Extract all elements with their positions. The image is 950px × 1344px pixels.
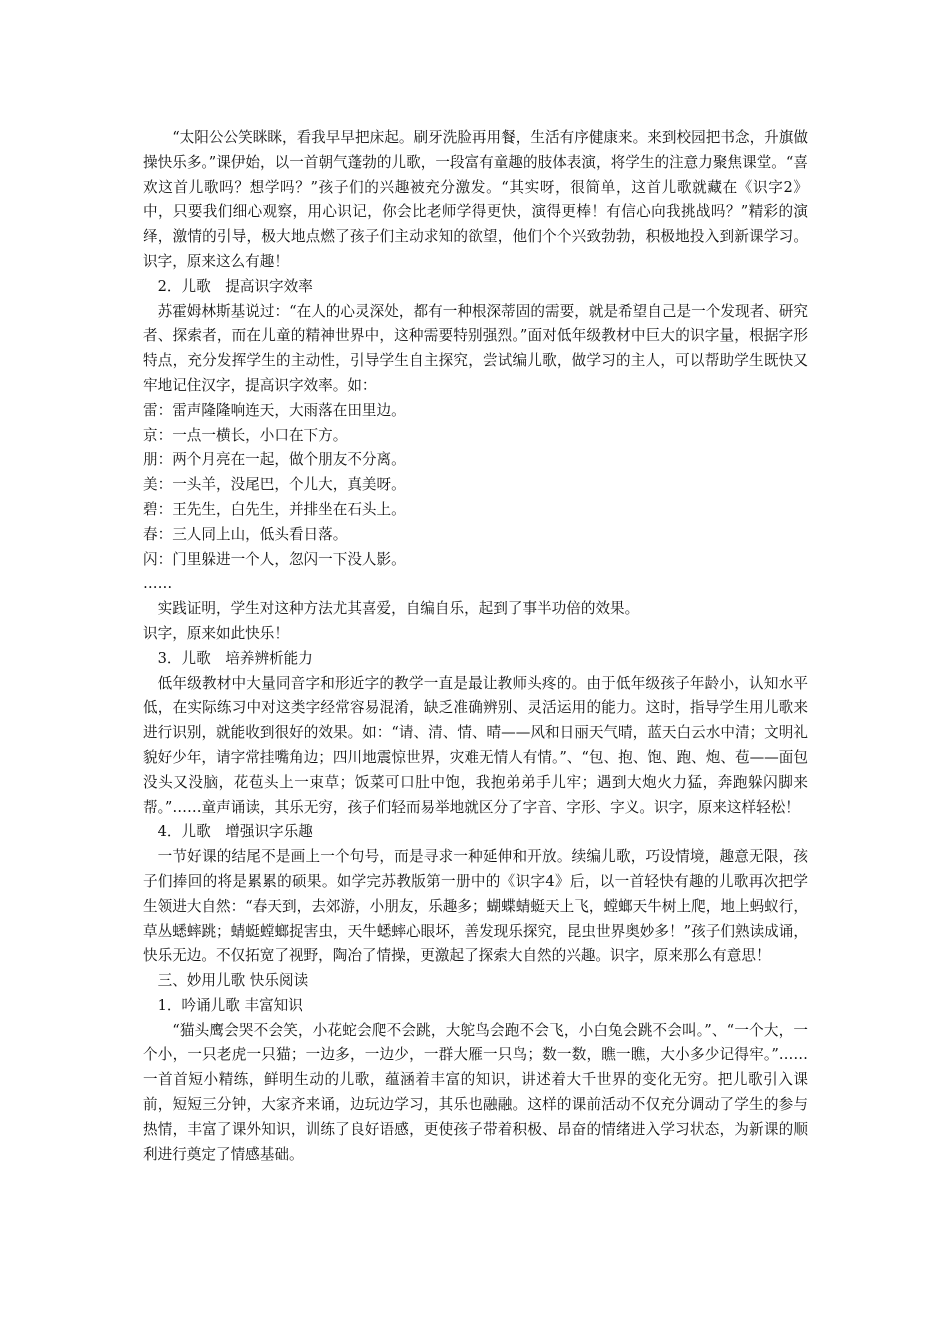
- section-heading-reading: 三、妙用儿歌 快乐阅读: [157, 972, 309, 990]
- paragraph-practice-proof: 实践证明，学生对这种方法尤其喜爱，自编自乐，起到了事半功倍的效果。: [157, 600, 640, 618]
- rhyme-line-chun: 春：三人同上山，低头看日落。: [143, 525, 348, 543]
- section-heading-3: 3．儿歌 培养辨析能力: [157, 649, 313, 667]
- document-body: [143, 126, 808, 1167]
- rhyme-line-shan: 闪：门里躲进一个人，忽闪一下没人影。: [143, 550, 406, 568]
- paragraph-lesson-ending: 一节好课的结尾不是画上一个句号，而是寻求一种延伸和开放。续编儿歌，巧设情境，趣意无限，孩子们捧回的将是累累的硕果。如学完苏教版第一册中的《识字4》后，以一首轻快有趣的儿歌再次把学生领进大自然：“春天到，去郊游，小朋友，乐趣多；蝴蝶蜻蜓天上飞，螳螂天牛树上爬，地上蚂蚁行，草丛蟋蟀跳；蜻蜓螳螂捉害虫，天牛蟋蟀心眼坏，善发现乐探究，昆虫世界奥妙多！”孩子们熟读成诵，快乐无边。不仅拓宽了视野，陶冶了情操，更激起了探索大自然的兴趣。识字，原来那么有意思！: [143, 848, 808, 965]
- subsection-heading-1: 1．吟诵儿歌 丰富知识: [157, 996, 303, 1014]
- section-heading-2: 2．儿歌 提高识字效率: [157, 277, 313, 295]
- paragraph-knowledge: “猫头鹰会哭不会笑，小花蛇会爬不会跳，大鸵鸟会跑不会飞，小白兔会跳不会叫。”、“一个大，一个小，一只老虎一只猫；一边多，一边少，一群大雁一只鸟；数一数，瞧一瞧，大小多少记得牢。”……一首首短小精练，鲜明生动的儿歌，蕴涵着丰富的知识，讲述着大千世界的变化无穷。把儿歌引入课前，短短三分钟，大家齐来诵，边玩边学习，其乐也融融。这样的课前活动不仅充分调动了学生的参与热情，丰富了课外知识，训练了良好语感，更使孩子带着积极、昂奋的情绪进入学习状态，为新课的顺利进行奠定了情感基础。: [143, 1021, 808, 1163]
- rhyme-line-jing: 京：一点一横长，小口在下方。: [143, 426, 348, 444]
- ellipsis-line: ……: [143, 575, 173, 593]
- paragraph-intro: “太阳公公笑眯眯，看我早早把床起。刷牙洗脸再用餐，生活有序健康来。来到校园把书念，升旗做操快乐多。”课伊始，以一首朝气蓬勃的儿歌，一段富有童趣的肢体表演，将学生的注意力聚焦课堂。“喜欢这首儿歌吗？想学吗？”孩子们的兴趣被充分激发。“其实呀，很简单，这首儿歌就藏在《识字2》中，只要我们细心观察，用心识记，你会比老师学得更快，演得更棒！有信心向我挑战吗？”精彩的演绎，激情的引导，极大地点燃了孩子们主动求知的欲望，他们个个兴致勃勃，积极地投入到新课学习。识字，原来这么有趣！: [143, 129, 808, 270]
- rhyme-line-lei: 雷：雷声隆隆响连天，大雨落在田里边。: [143, 401, 406, 419]
- section-heading-4: 4．儿歌 增强识字乐趣: [157, 823, 313, 841]
- paragraph-happy-literacy: 识字，原来如此快乐！: [143, 624, 289, 642]
- paragraph-homophones: 低年级教材中大量同音字和形近字的教学一直是最让教师头疼的。由于低年级孩子年龄小，认知水平低，在实际练习中对这类字经常容易混淆，缺乏准确辨别、灵活运用的能力。这时，指导学生用儿歌来进行识别，就能收到很好的效果。如：“请、清、情、晴——风和日丽天气晴，蓝天白云水中清；文明礼貌好少年，请字常挂嘴角边；四川地震惊世界，灾难无情人有情。”、“包、抱、饱、跑、炮、苞——面包没头又没脑，花苞头上一束草；饭菜可口肚中饱，我抱弟弟手儿牢；遇到大炮火力猛，奔跑躲闪脚来帮。”……童声诵读，其乐无穷，孩子们轻而易举地就区分了字音、字形、字义。识字，原来这样轻松！: [143, 674, 808, 816]
- rhyme-line-bi: 碧：王先生，白先生，并排坐在石头上。: [143, 500, 406, 518]
- rhyme-line-peng: 朋：两个月亮在一起，做个朋友不分离。: [143, 451, 406, 469]
- paragraph-suhomlinsky: 苏霍姆林斯基说过：“在人的心灵深处，都有一种根深蒂固的需要，就是希望自己是一个发现者、研究者、探索者，而在儿童的精神世界中，这种需要特别强烈。”面对低年级教材中巨大的识字量，根据字形特点，充分发挥学生的主动性，引导学生自主探究，尝试编儿歌，做学习的主人，可以帮助学生既快又牢地记住汉字，提高识字效率。如：: [143, 302, 808, 394]
- rhyme-line-mei: 美：一头羊，没尾巴，个儿大，真美呀。: [143, 476, 406, 494]
